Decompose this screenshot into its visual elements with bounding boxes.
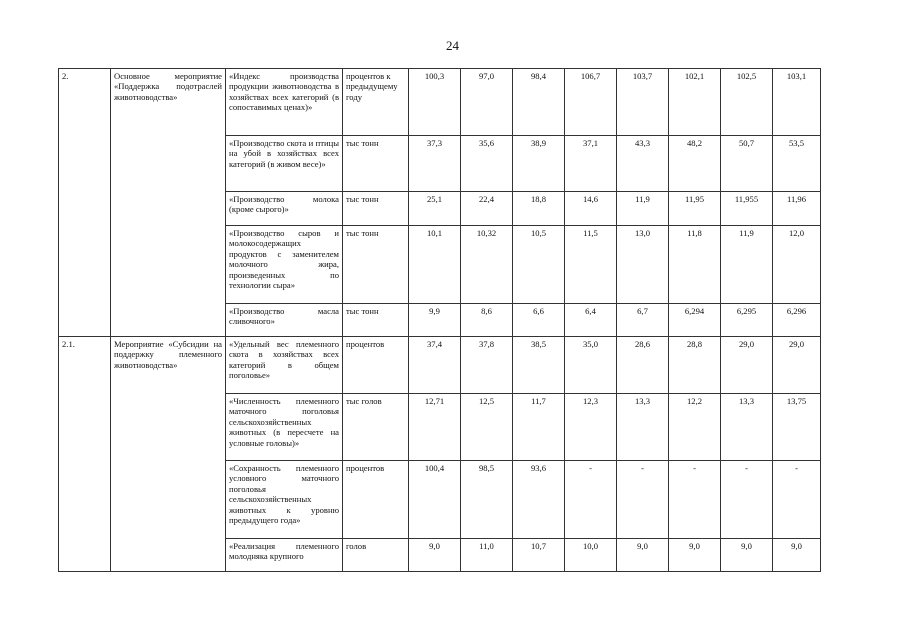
value-cell: 11,955	[721, 192, 773, 226]
value-cell: 103,7	[617, 69, 669, 136]
value-cell: 6,4	[565, 304, 617, 337]
row-number: 2.1.	[59, 337, 111, 572]
value-cell: 10,7	[513, 539, 565, 572]
value-cell: 6,6	[513, 304, 565, 337]
value-cell: 102,1	[669, 69, 721, 136]
value-cell: 10,1	[409, 226, 461, 304]
value-cell: 37,8	[461, 337, 513, 394]
value-cell: 37,4	[409, 337, 461, 394]
value-cell: 8,6	[461, 304, 513, 337]
indicator-name: «Сохранность племенного условного маточного поголовья сельскохозяйственных животных к уровню предыдущего года»	[226, 461, 343, 539]
unit: тыс тонн	[343, 304, 409, 337]
value-cell: 22,4	[461, 192, 513, 226]
value-cell: 35,6	[461, 136, 513, 192]
value-cell: 28,8	[669, 337, 721, 394]
indicator-name: «Производство скота и птицы на убой в хозяйствах всех категорий (в живом весе)»	[226, 136, 343, 192]
value-cell: 28,6	[617, 337, 669, 394]
page-number: 24	[446, 38, 459, 53]
value-cell: 9,9	[409, 304, 461, 337]
value-cell: 12,3	[565, 394, 617, 461]
value-cell: 106,7	[565, 69, 617, 136]
value-cell: 37,1	[565, 136, 617, 192]
unit: тыс тонн	[343, 226, 409, 304]
value-cell: 98,5	[461, 461, 513, 539]
value-cell: 11,95	[669, 192, 721, 226]
value-cell: 12,0	[773, 226, 821, 304]
value-cell: 13,3	[617, 394, 669, 461]
value-cell: 13,0	[617, 226, 669, 304]
value-cell: 53,5	[773, 136, 821, 192]
value-cell: 10,5	[513, 226, 565, 304]
value-cell: 11,7	[513, 394, 565, 461]
value-cell: -	[565, 461, 617, 539]
value-cell: 100,3	[409, 69, 461, 136]
value-cell: 43,3	[617, 136, 669, 192]
value-cell: 13,75	[773, 394, 821, 461]
value-cell: 10,32	[461, 226, 513, 304]
value-cell: 102,5	[721, 69, 773, 136]
value-cell: 12,5	[461, 394, 513, 461]
value-cell: 35,0	[565, 337, 617, 394]
value-cell: 11,5	[565, 226, 617, 304]
value-cell: 97,0	[461, 69, 513, 136]
event-name: Основное мероприятие «Поддержка подотраслей животноводства»	[111, 69, 226, 337]
indicator-name: «Производство масла сливочного»	[226, 304, 343, 337]
table-row	[59, 69, 821, 136]
unit: голов	[343, 539, 409, 572]
value-cell: 50,7	[721, 136, 773, 192]
value-cell: 10,0	[565, 539, 617, 572]
row-number: 2.	[59, 69, 111, 337]
value-cell: 9,0	[409, 539, 461, 572]
unit: процентов	[343, 337, 409, 394]
value-cell: 25,1	[409, 192, 461, 226]
value-cell: 38,5	[513, 337, 565, 394]
value-cell: 29,0	[773, 337, 821, 394]
value-cell: 11,9	[721, 226, 773, 304]
unit: тыс тонн	[343, 136, 409, 192]
value-cell: -	[617, 461, 669, 539]
value-cell: 100,4	[409, 461, 461, 539]
value-cell: 38,9	[513, 136, 565, 192]
value-cell: 98,4	[513, 69, 565, 136]
value-cell: 12,71	[409, 394, 461, 461]
indicator-name: «Производство сыров и молокосодержащих продуктов с заменителем молочного жира, произведенных по технологии сыра»	[226, 226, 343, 304]
unit: тыс тонн	[343, 192, 409, 226]
indicator-name: «Производство молока (кроме сырого)»	[226, 192, 343, 226]
indicator-name: «Численность племенного маточного поголовья сельскохозяйственных животных (в пересчете на условные головы)»	[226, 394, 343, 461]
value-cell: 11,8	[669, 226, 721, 304]
value-cell: 37,3	[409, 136, 461, 192]
value-cell: 6,295	[721, 304, 773, 337]
indicators-table	[58, 68, 821, 572]
indicator-name: «Реализация племенного молодняка крупного	[226, 539, 343, 572]
table-row	[59, 337, 821, 394]
value-cell: 103,1	[773, 69, 821, 136]
value-cell: 29,0	[721, 337, 773, 394]
value-cell: 11,9	[617, 192, 669, 226]
value-cell: 9,0	[773, 539, 821, 572]
value-cell: 6,296	[773, 304, 821, 337]
value-cell: 9,0	[721, 539, 773, 572]
event-name: Мероприятие «Субсидии на поддержку племенного животноводства»	[111, 337, 226, 572]
value-cell: 11,96	[773, 192, 821, 226]
value-cell: -	[669, 461, 721, 539]
indicator-name: «Индекс производства продукции животноводства в хозяйствах всех категорий (в сопоставимых ценах)»	[226, 69, 343, 136]
value-cell: 14,6	[565, 192, 617, 226]
value-cell: -	[773, 461, 821, 539]
unit: тыс голов	[343, 394, 409, 461]
value-cell: 9,0	[669, 539, 721, 572]
value-cell: 93,6	[513, 461, 565, 539]
value-cell: 13,3	[721, 394, 773, 461]
value-cell: 9,0	[617, 539, 669, 572]
unit: процентов к предыдущему году	[343, 69, 409, 136]
value-cell: 12,2	[669, 394, 721, 461]
value-cell: 6,7	[617, 304, 669, 337]
value-cell: -	[721, 461, 773, 539]
value-cell: 18,8	[513, 192, 565, 226]
indicator-name: «Удельный вес племенного скота в хозяйствах всех категорий в общем поголовье»	[226, 337, 343, 394]
value-cell: 11,0	[461, 539, 513, 572]
unit: процентов	[343, 461, 409, 539]
value-cell: 48,2	[669, 136, 721, 192]
value-cell: 6,294	[669, 304, 721, 337]
